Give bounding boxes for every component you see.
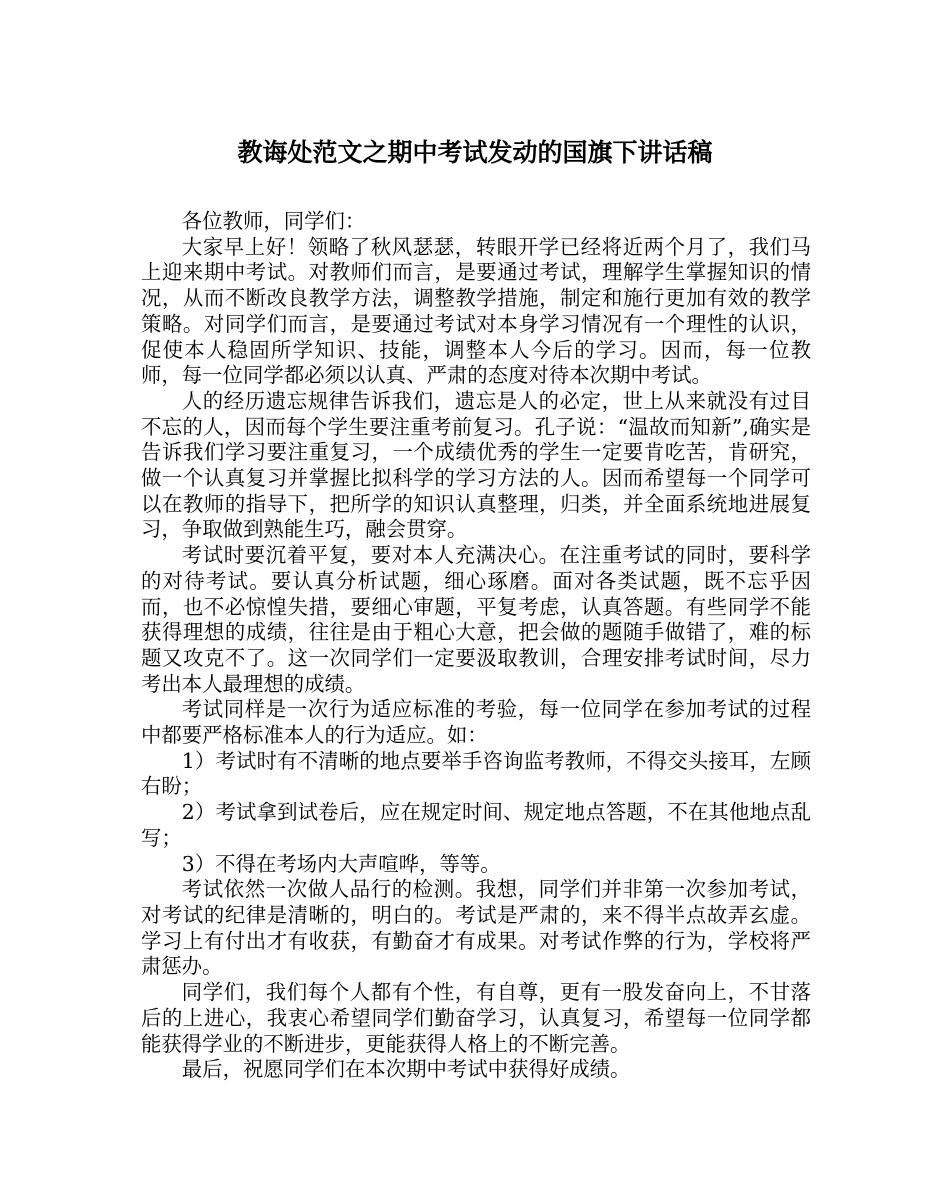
list-item-rule-2: 2）考试拿到试卷后，应在规定时间、规定地点答题，不在其他地点乱写； <box>141 800 811 850</box>
paragraph-integrity: 考试依然一次做人品行的检测。我想，同学们并非第一次参加考试，对考试的纪律是清晰的，明白的。考试是严肃的，来不得半点故弄玄虚。学习上有付出才有收获，有勤奋才有成果。对考试作弊的行为，学校将严肃惩办。 <box>141 877 811 979</box>
paragraph-opening: 大家早上好！领略了秋风瑟瑟，转眼开学已经将近两个月了，我们马上迎来期中考试。对教师们而言，是要通过考试，理解学生掌握知识的情况，从而不断改良教学方法，调整教学措施，制定和施行更加有效的教学策略。对同学们而言，是要通过考试对本身学习情况有一个理性的认识，促使本人稳固所学知识、技能，调整本人今后的学习。因而，每一位教师，每一位同学都必须以认真、严肃的态度对待本次期中考试。 <box>141 234 811 388</box>
list-item-rule-3: 3）不得在考场内大声喧哗，等等。 <box>181 851 501 876</box>
paragraph-conduct: 考试同样是一次行为适应标准的考验，每一位同学在参加考试的过程中都要严格标准本人的行为适应。如： <box>141 697 811 748</box>
paragraph-closing: 最后，祝愿同学们在本次期中考试中获得好成绩。 <box>181 1057 631 1082</box>
document-body <box>141 209 811 1083</box>
paragraph-review: 人的经历遗忘规律告诉我们，遗忘是人的必定，世上从来就没有过目不忘的人，因而每个学生要注重考前复习。孔子说：“温故而知新”,确实是告诉我们学习要注重复习，一个成绩优秀的学生一定要肯吃苦，肯研究，做一个认真复习并掌握比拟科学的学习方法的人。因而希望每一个同学可以在教师的指导下，把所学的知识认真整理，归类，并全面系统地进展复习，争取做到熟能生巧，融会贯穿。 <box>141 388 811 542</box>
list-item-rule-1: 1）考试时有不清晰的地点要举手咨询监考教师，不得交头接耳，左顾右盼； <box>141 748 811 799</box>
document-title: 教诲处范文之期中考试发动的国旗下讲话稿 <box>237 138 713 167</box>
paragraph-greeting: 各位教师，同学们： <box>181 209 366 233</box>
paragraph-encouragement: 同学们，我们每个人都有个性，有自尊，更有一股发奋向上，不甘落后的上进心，我衷心希望同学们勤奋学习，认真复习，希望每一位同学都能获得学业的不断进步，更能获得人格上的不断完善。 <box>141 980 811 1056</box>
paragraph-attitude: 考试时要沉着平复，要对本人充满决心。在注重考试的同时，要科学的对待考试。要认真分析试题，细心琢磨。面对各类试题，既不忘乎因而，也不必惊惶失措，要细心审题，平复考虑，认真答题。有些同学不能获得理想的成绩，往往是由于粗心大意，把会做的题随手做错了，难的标题又攻克不了。这一次同学们一定要汲取教训，合理安排考试时间，尽力考出本人最理想的成绩。 <box>141 543 811 696</box>
